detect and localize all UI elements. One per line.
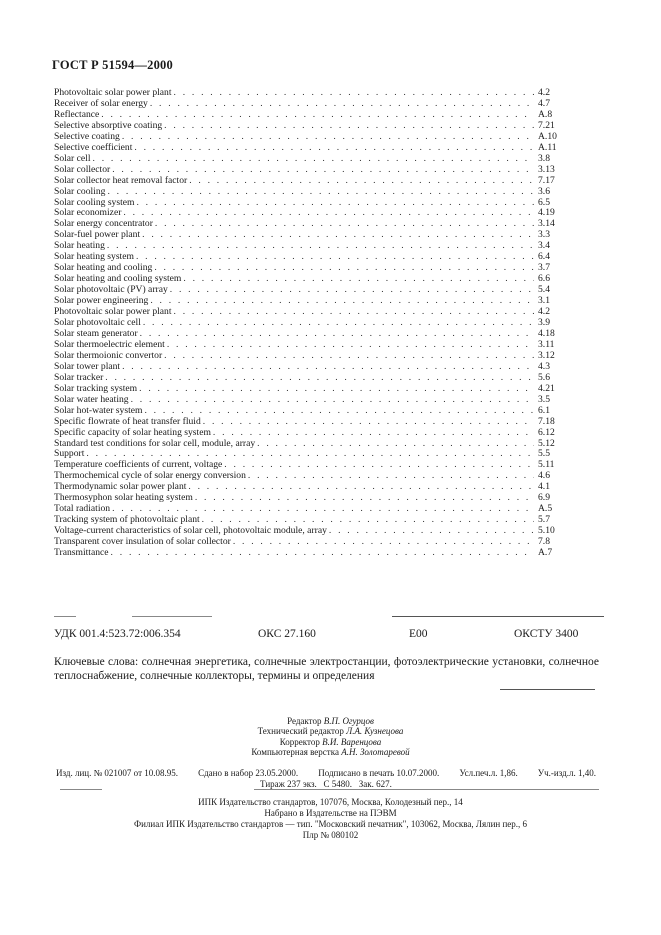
index-term: Solar cooling [54,185,106,197]
index-term: Solar tower plant [54,360,121,372]
credit-editor: Редактор В.П. Огурцов [287,716,374,726]
dot-leader [93,154,535,165]
dot-leader [136,252,534,263]
index-ref: 3.5 [538,393,550,405]
divider [60,789,102,790]
dot-leader [134,143,534,154]
signed-date: Подписано в печать 10.07.2000. [318,768,440,778]
term-index-list [54,88,572,559]
index-term: Solar heating and cooling system [54,273,182,285]
dot-leader [142,230,534,241]
dot-leader [150,296,534,307]
dot-leader [143,318,534,329]
dot-leader [164,121,534,132]
index-ref: A.7 [538,547,553,559]
credit-tech-editor: Технический редактор Л.А. Кузнецова [257,726,404,737]
dot-leader [174,88,534,99]
publisher-info [0,797,661,841]
index-term: Solar collector [54,163,111,175]
index-term: Voltage-current characteristics of solar cell, photovoltaic module, array [54,525,327,537]
index-term: Thermochemical cycle of solar energy conversion [54,470,246,482]
index-ref: 3.11 [538,338,555,350]
dot-leader [139,384,534,395]
index-term: Solar photovoltaic (PV) array [54,284,168,296]
index-entry [54,439,572,450]
dot-leader [136,198,534,209]
index-entry [54,351,572,362]
index-ref: 5.10 [538,525,555,537]
divider [392,616,604,617]
dot-leader [188,482,534,493]
index-ref: 3.14 [538,218,555,230]
dot-leader [155,219,534,230]
index-ref: 6.1 [538,404,550,416]
index-ref: 6.9 [538,492,550,504]
dot-leader [122,362,534,373]
index-ref: 4.2 [538,306,550,318]
print-run: Тираж 237 экз. [260,779,317,789]
index-ref: A.11 [538,141,557,153]
index-ref: 3.6 [538,185,550,197]
index-ref: 4.3 [538,360,550,372]
index-ref: 3.4 [538,240,550,252]
page-title: ГОСТ Р 51594—2000 [52,58,173,72]
submitted-date: Сдано в набор 23.05.2000. [198,768,299,778]
index-term: Solar tracking system [54,382,138,394]
dot-leader [183,274,534,285]
dot-leader [233,537,534,548]
dot-leader [154,263,534,274]
index-term: Selective absorptive coating [54,119,163,131]
index-ref: 6.6 [538,273,550,285]
index-ref: 4.6 [538,470,550,482]
index-ref: 3.12 [538,349,555,361]
index-entry [54,121,572,132]
dot-leader [144,406,534,417]
index-term: Thermodynamic solar power plant [54,481,187,493]
index-ref: A.5 [538,503,553,515]
index-ref: 4.18 [538,327,555,339]
keywords: Ключевые слова: солнечная энергетика, солнечные электростанции, фотоэлектрические установки, солнечное теплоснабжение, солнечные коллекторы, термины и определения [54,656,599,682]
index-term: Solar hot-water system [54,404,143,416]
divider [254,789,599,790]
dot-leader [112,165,534,176]
printer-address: Филиал ИПК Издательство стандартов — тип. "Московский печатник", 103062, Москва, Лялин пер., 6 [133,819,528,829]
divider [132,616,212,617]
index-entry [54,406,572,417]
index-entry [54,384,572,395]
index-term: Solar collector heat removal factor [54,174,188,186]
index-entry [54,230,572,241]
dot-leader [140,329,534,340]
index-ref: A.8 [538,108,553,120]
index-entry [54,395,572,406]
index-term: Tracking system of photovoltaic plant [54,514,200,526]
index-term: Solar-fuel power plant [54,229,141,241]
dot-leader [101,110,534,121]
index-entry [54,362,572,373]
index-ref: 5.12 [538,437,555,449]
index-term: Solar energy concentrator [54,218,153,230]
dot-leader [224,460,534,471]
index-term: Solar photovoltaic cell [54,317,141,329]
dot-leader [164,351,534,362]
divider [54,616,76,617]
index-term: Temperature coefficients of current, voltage [54,459,223,471]
index-ref: 5.11 [538,459,555,471]
index-ref: 3.9 [538,317,550,329]
license: Изд. лиц. № 021007 от 10.08.95. [56,768,178,778]
index-term: Thermosyphon solar heating system [54,492,193,504]
index-term: Solar steam generator [54,327,138,339]
index-ref: 5.4 [538,284,550,296]
index-ref: 5.7 [538,514,550,526]
index-term: Solar thermoelectric element [54,338,165,350]
index-term: Specific flowrate of heat transfer fluid [54,415,201,427]
index-ref: 6.4 [538,251,550,263]
dot-leader [122,132,534,143]
dot-leader [174,307,534,318]
index-entry [54,176,572,187]
index-term: Reflectance [54,108,100,120]
index-term: Solar tracker [54,371,104,383]
index-term: Support [54,448,85,460]
dot-leader [131,395,534,406]
license-number: Плр № 080102 [302,830,359,840]
index-entry [54,187,572,198]
dot-leader [105,373,534,384]
index-ref: 7.17 [538,174,555,186]
index-ref: 7.21 [538,119,555,131]
index-entry [54,548,572,559]
index-entry [54,537,572,548]
divider [500,689,595,690]
index-term: Solar cooling system [54,196,135,208]
index-entry [54,99,572,110]
index-term: Photovoltaic solar power plant [54,87,172,98]
index-ref: 5.6 [538,371,550,383]
index-entry [54,154,572,165]
dot-leader [329,526,534,537]
dot-leader [123,208,534,219]
index-ref: 3.13 [538,163,555,175]
index-ref: 4.7 [538,97,550,109]
index-term: Solar power engineering [54,295,149,307]
index-ref: 4.2 [538,87,550,98]
index-term: Solar heating and cooling [54,262,153,274]
credit-layout: Компьютерная верстка А.Н. Золотаревой [251,747,410,758]
index-ref: 3.8 [538,152,550,164]
index-ref: 3.3 [538,229,550,241]
index-term: Receiver of solar energy [54,97,148,109]
index-ref: 3.1 [538,295,550,307]
dot-leader [213,428,534,439]
okstu-code: ОКСТУ 3400 [514,628,579,640]
index-term: Selective coating [54,130,120,142]
index-entry [54,428,572,439]
index-term: Selective coefficient [54,141,133,153]
index-ref: 4.19 [538,207,555,219]
publication-sheets: Уч.-изд.л. 1,40. [537,768,596,778]
index-term: Solar heating [54,240,105,252]
credit-corrector: Корректор В.И. Варенцова [279,736,382,747]
udk-code: УДК 001.4:523.72:006.354 [54,628,181,640]
index-ref: 6.5 [538,196,550,208]
dot-leader [111,548,534,559]
c-number: С 5480. [323,779,353,789]
index-entry [54,493,572,504]
dot-leader [189,176,534,187]
dot-leader [170,285,534,296]
index-term: Solar water heating [54,393,129,405]
dot-leader [107,187,534,198]
dot-leader [248,471,534,482]
print-sheets: Усл.печ.л. 1,86. [459,768,518,778]
index-entry [54,165,572,176]
dot-leader [195,493,534,504]
dot-leader [150,99,534,110]
index-entry [54,198,572,209]
index-ref: 4.1 [538,481,550,493]
index-term: Solar thermoionic convertor [54,349,163,361]
index-ref: 7.18 [538,415,555,427]
dot-leader [107,241,534,252]
credits [0,716,661,758]
index-term: Photovoltaic solar power plant [54,306,172,318]
index-term: Solar economizer [54,207,122,219]
dot-leader [203,417,534,428]
index-term: Transmittance [54,547,109,559]
index-ref: A.10 [538,130,557,142]
category-code: Е00 [409,628,428,640]
index-entry [54,417,572,428]
order-number: Зак. 627. [358,779,392,789]
index-ref: 5.5 [538,448,550,460]
print-info [56,768,596,790]
index-term: Solar cell [54,152,91,164]
index-term: Transparent cover insulation of solar collector [54,536,231,548]
index-term: Specific capacity of solar heating system [54,426,211,438]
index-ref: 6.12 [538,426,555,438]
dot-leader [257,439,534,450]
index-term: Standard test conditions for solar cell, module, array [54,437,256,449]
index-term: Solar heating system [54,251,134,263]
dot-leader [167,340,534,351]
index-ref: 4.21 [538,382,555,394]
oks-code: ОКС 27.160 [258,628,316,640]
index-ref: 7.8 [538,536,550,548]
index-ref: 3.7 [538,262,550,274]
index-entry [54,143,572,154]
typeset-note: Набрано в Издательстве на ПЭВМ [264,808,397,818]
publisher-address: ИПК Издательство стандартов, 107076, Москва, Колодезный пер., 14 [198,797,463,807]
index-term: Total radiation [54,503,111,515]
